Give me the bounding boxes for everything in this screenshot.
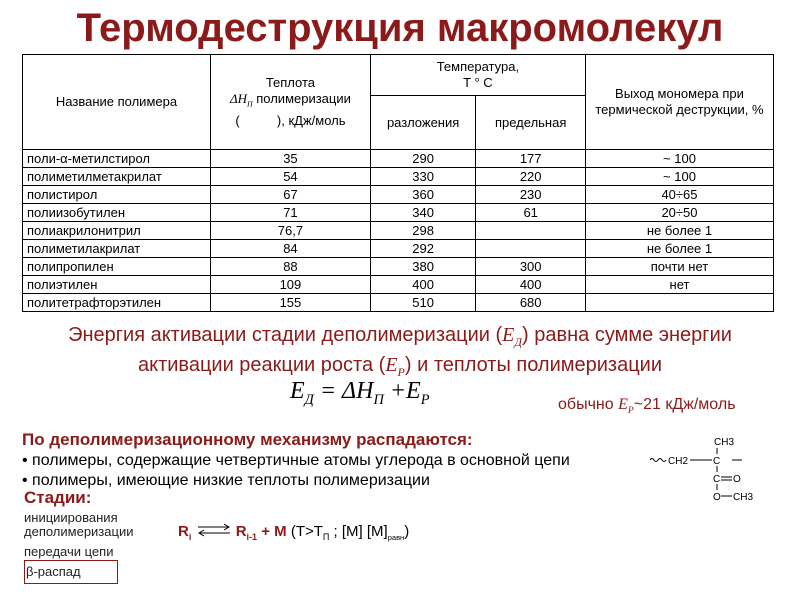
usually-symbol-sub: P: [627, 405, 634, 417]
mechanism-title: По деполимеризационному механизму распадаются:: [22, 430, 473, 449]
cell-yield: нет: [585, 276, 773, 294]
formula-p-sub: P: [420, 391, 430, 408]
reaction-plus-m: + M: [257, 522, 287, 540]
cell-heat: 54: [211, 168, 371, 186]
reaction-cond-sub: П: [322, 531, 330, 542]
cell-heat: 67: [211, 186, 371, 204]
activation-formula: [290, 378, 430, 409]
cell-yield: почти нет: [585, 258, 773, 276]
table-row: [23, 276, 774, 294]
cell-name: полиметилметакрилат: [23, 168, 211, 186]
col-header-temp: [370, 55, 585, 96]
equilibrium-arrows-icon: [196, 522, 232, 542]
stage-initiation: инициирования: [24, 510, 118, 525]
formula-lhs-sub: Д: [304, 391, 314, 408]
cell-heat: 71: [211, 204, 371, 222]
chain-wave: [650, 459, 666, 462]
chain-ch2: CH2: [668, 456, 689, 467]
table-header-row: [23, 55, 774, 96]
reaction-cond-close: ): [404, 522, 410, 540]
temp-unit: T ° C: [463, 75, 493, 91]
cell-heat: 155: [211, 294, 371, 312]
para1-symbol-sub: Д: [514, 335, 523, 349]
stage-beta-split: β-распад: [26, 564, 81, 579]
heat-mid-label: [215, 91, 366, 113]
table-row: [23, 222, 774, 240]
cell-decomp: 400: [370, 276, 476, 294]
cell-heat: 109: [211, 276, 371, 294]
chemical-structure: [650, 434, 790, 514]
para2-text-b: ) и теплоты полимеризации: [404, 354, 662, 376]
structure-svg: [650, 434, 790, 514]
reaction-r: R: [178, 522, 189, 540]
cell-limit: 230: [476, 186, 586, 204]
heat-units-text: ), кДж/моль: [276, 112, 346, 128]
cell-decomp: 360: [370, 186, 476, 204]
cell-name: полиметилакрилат: [23, 240, 211, 258]
cell-name: полистирол: [23, 186, 211, 204]
heat-symbol: ΔH: [229, 91, 247, 107]
usually-note: [558, 396, 736, 416]
reaction-r2-sub: i-1: [246, 531, 258, 542]
reaction-r-sub: i: [188, 531, 192, 542]
reaction-cond-rest: ; [M] [M]: [329, 522, 388, 540]
cell-yield: 20÷50: [585, 204, 773, 222]
cell-decomp: 298: [370, 222, 476, 240]
reaction-cond-open: (T>T: [290, 522, 323, 540]
bottom-ch3: CH3: [733, 492, 754, 503]
table-body: [23, 150, 774, 312]
reaction-r2: R: [235, 522, 247, 540]
formula-h-sub: П: [373, 391, 384, 408]
table-row: [23, 150, 774, 168]
col-header-yield: Выход мономера при термической деструкции, %: [585, 55, 773, 150]
cell-heat: 35: [211, 150, 371, 168]
heat-units-open: (: [235, 112, 240, 128]
cell-name: поли-α-метилстирол: [23, 150, 211, 168]
stage-chain-transfer: передачи цепи: [24, 544, 114, 559]
ester-c: C: [713, 474, 721, 485]
cell-yield: [585, 294, 773, 312]
cell-limit: 61: [476, 204, 586, 222]
para2-symbol: E: [385, 354, 398, 376]
cell-limit: [476, 240, 586, 258]
paragraph-line-2: [0, 354, 800, 380]
ether-o: O: [713, 492, 721, 503]
formula-plus: +E: [383, 378, 421, 404]
formula-lhs: E: [290, 378, 305, 404]
table-row: [23, 186, 774, 204]
heat-symbol-sub: П: [246, 99, 253, 109]
col-header-name: Название полимера: [23, 55, 211, 150]
mechanism-bullet-1: • полимеры, содержащие четвертичные атомы углерода в основной цепи: [22, 452, 570, 469]
usually-rest: ~21 кДж/моль: [633, 396, 736, 413]
table-row: [23, 168, 774, 186]
stages-title: Стадии:: [24, 488, 92, 507]
para2-text-a: активации реакции роста (: [138, 354, 386, 376]
para2-symbol-sub: P: [397, 365, 405, 379]
cell-yield: ~ 100: [585, 168, 773, 186]
paragraph-line-1: [0, 324, 800, 350]
stage-depolymerization: деполимеризации: [24, 524, 134, 539]
cell-name: политетрафторэтилен: [23, 294, 211, 312]
col-header-limit: предельная: [476, 96, 586, 150]
reaction-cond-sub2: равн: [387, 532, 405, 542]
cell-yield: 40÷65: [585, 186, 773, 204]
cell-limit: 300: [476, 258, 586, 276]
para1-text-a: Энергия активации стадии деполимеризации (: [68, 324, 503, 346]
cell-limit: 177: [476, 150, 586, 168]
col-header-heat: [211, 55, 371, 150]
top-ch3: CH3: [714, 437, 735, 448]
cell-limit: 680: [476, 294, 586, 312]
table-row: [23, 204, 774, 222]
carbonyl-o: O: [733, 474, 741, 485]
table-row: [23, 294, 774, 312]
cell-limit: 220: [476, 168, 586, 186]
polymer-table: [22, 54, 774, 312]
col-header-decomp: разложения: [370, 96, 476, 150]
cell-name: полипропилен: [23, 258, 211, 276]
cell-decomp: 292: [370, 240, 476, 258]
cell-yield: не более 1: [585, 240, 773, 258]
usually-prefix: обычно: [558, 396, 619, 413]
cell-decomp: 340: [370, 204, 476, 222]
para1-text-b: ) равна сумме энергии: [522, 324, 732, 346]
cell-yield: не более 1: [585, 222, 773, 240]
usually-symbol: E: [618, 396, 628, 413]
cell-name: полиизобутилен: [23, 204, 211, 222]
cell-decomp: 510: [370, 294, 476, 312]
formula-eq: = ΔH: [313, 378, 374, 404]
page-title: Термодеструкция макромолекул: [76, 6, 724, 50]
heat-top-label: Теплота: [265, 75, 316, 91]
heat-units-label: [215, 113, 366, 129]
central-c: C: [713, 456, 721, 467]
cell-limit: 400: [476, 276, 586, 294]
mechanism-bullet-2: • полимеры, имеющие низкие теплоты полимеризации: [22, 472, 430, 489]
heat-mid-text: полимеризации: [256, 91, 351, 107]
cell-decomp: 330: [370, 168, 476, 186]
cell-yield: ~ 100: [585, 150, 773, 168]
table-row: [23, 258, 774, 276]
cell-heat: 76,7: [211, 222, 371, 240]
cell-heat: 88: [211, 258, 371, 276]
cell-name: полиакрилонитрил: [23, 222, 211, 240]
cell-name: полиэтилен: [23, 276, 211, 294]
table-row: [23, 240, 774, 258]
depolymerization-reaction: [178, 522, 409, 542]
para1-symbol: E: [502, 324, 515, 346]
cell-limit: [476, 222, 586, 240]
cell-decomp: 290: [370, 150, 476, 168]
cell-decomp: 380: [370, 258, 476, 276]
arrows-svg: [196, 522, 232, 538]
temp-title: Температура,: [436, 59, 520, 75]
cell-heat: 84: [211, 240, 371, 258]
